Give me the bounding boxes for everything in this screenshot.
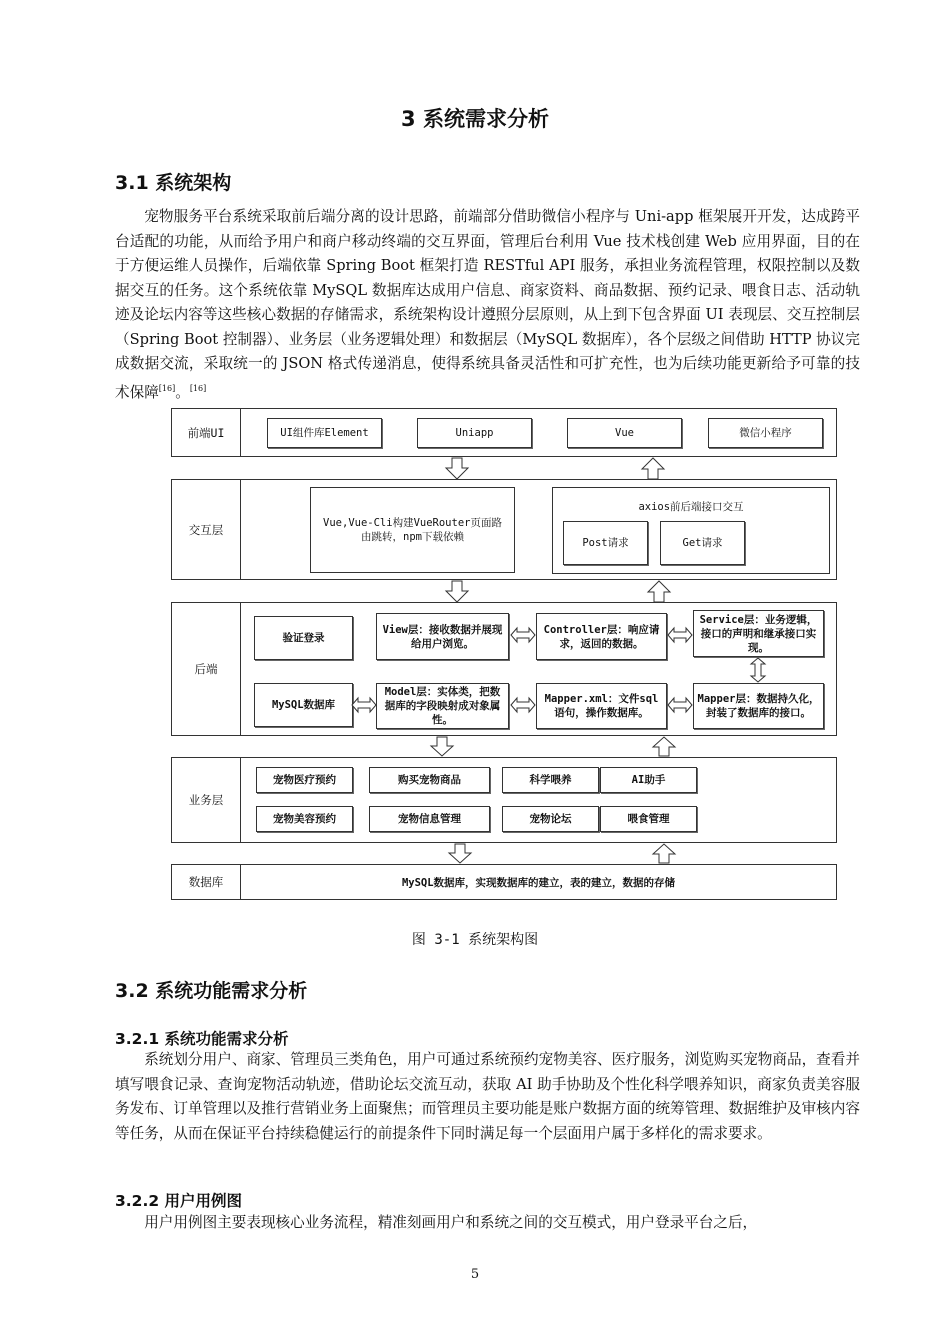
section-heading-3-1: 3.1 系统架构 (115, 172, 232, 194)
down-arrow-icon (446, 458, 468, 480)
service-layer-box: Service层：业务逻辑，接口的声明和继承接口实现。 (693, 610, 824, 657)
double-arrow-icon (668, 628, 692, 642)
controller-layer-box: Controller层：响应请求，返回的数据。 (536, 613, 667, 660)
up-arrow-icon (642, 458, 664, 480)
up-arrow-icon (648, 581, 670, 603)
paragraph-text: 宠物服务平台系统采取前后端分离的设计思路，前端部分借助微信小程序与 Uni-app 框架展开开发，达成跨平台适配的功能，从而给予用户和商户移动终端的交互界面，管理后台利用 Vue 技术栈创建 Web 应用界面，目的在于方便运维人员操作，后端依靠 Spring Boot 框架打造 RESTful API 服务，承担业务流程管理，权限控制以及数据交互的任务。这个系统依靠 MySQL 数据库达成用户信息、商家资料、商品数据、预约记录、喂食日志、活动轨迹及论坛内容等这些核心数据的存储需求，系统架构设计遵照分层原则，从上到下包含界面 UI 表现层、交互控制层（Spring Boot 控制器）、业务层（业务逻辑处理）和数据层（MySQL 数据库），各个层级之间借助 HTTP 协议完成数据交流，采取统一的 JSON 格式传递消息，使得系统具备灵活性和可扩充性，也为后续功能更新给予可靠的技术保障 (115, 208, 860, 401)
frontend-label: 前端UI (172, 409, 241, 456)
business-row (171, 757, 837, 843)
business-group (241, 758, 836, 842)
up-arrow-icon (653, 844, 675, 864)
business-label: 业务层 (172, 758, 241, 842)
backend-label: 后端 (172, 603, 241, 735)
pet-info-management-box: 宠物信息管理 (369, 806, 490, 832)
view-layer-box: View层：接收数据并展现给用户浏览。 (376, 613, 509, 660)
axios-group (552, 487, 830, 574)
axios-title: axios前后端接口交互 (638, 501, 744, 513)
paragraph-end: 。 (175, 383, 190, 401)
section-heading-3-2: 3.2 系统功能需求分析 (115, 980, 308, 1002)
mapper-xml-box: Mapper.xml：文件sql语句，操作数据库。 (536, 683, 667, 729)
subsection-3-2-1-paragraph: 系统划分用户、商家、管理员三类角色，用户可通过系统预约宠物美容、医疗服务，浏览购买宠物商品，查看并填写喂食记录、查询宠物活动轨迹，借助论坛交流互动，获取 AI 助手协助及个性化科学喂养知识，商家负责美容服务发布、订单管理以及推行营销业务上面聚焦；而管理员主要功能是账户数据方面的统筹管理、数据维护及审核内容等任务，从而在保证平台持续稳健运行的前提条件下同时满足每一个层面用户属于多样化的需求要求。 (115, 1051, 860, 1142)
double-arrow-icon (511, 698, 535, 712)
section-3-1-paragraph (115, 205, 860, 405)
database-label: 数据库 (172, 865, 241, 899)
pet-forum-box: 宠物论坛 (502, 806, 599, 832)
double-arrow-icon (352, 698, 376, 712)
mysql-box: MySQL数据库 (254, 683, 353, 727)
database-text: MySQL数据库，实现数据库的建立，表的建立，数据的存储 (401, 876, 676, 889)
model-layer-box: Model层：实体类，把数据库的字段映射成对象属性。 (376, 683, 509, 729)
wechat-miniprogram-box: 微信小程序 (708, 418, 823, 448)
vertical-double-arrow-icon (751, 658, 765, 682)
down-arrow-icon (449, 844, 471, 864)
scientific-feeding-box: 科学喂养 (502, 767, 599, 793)
chapter-title: 3 系统需求分析 (401, 107, 549, 131)
uniapp-box: Uniapp (417, 418, 532, 448)
subsection-heading-3-2-2: 3.2.2 用户用例图 (115, 1192, 243, 1210)
database-row (171, 864, 837, 900)
double-arrow-icon (668, 698, 692, 712)
architecture-diagram (171, 408, 837, 900)
citation-2: [16] (189, 383, 207, 393)
medical-booking-box: 宠物医疗预约 (256, 767, 353, 793)
vue-router-box: Vue,Vue-Cli构建VueRouter页面路由跳转，npm下载依赖 (310, 487, 515, 573)
interaction-label: 交互层 (172, 480, 241, 579)
mapper-layer-box: Mapper层：数据持久化，封装了数据库的接口。 (693, 683, 824, 729)
frontend-row (171, 408, 837, 457)
ai-assistant-box: AI助手 (600, 767, 697, 793)
element-ui-box: UI组件库Element (267, 418, 382, 448)
figure-caption: 图 3-1 系统架构图 (411, 932, 539, 948)
get-request-box: Get请求 (660, 521, 745, 565)
citation: [16] (158, 383, 176, 393)
vue-box: Vue (567, 418, 682, 448)
down-arrow-icon (446, 581, 468, 603)
up-arrow-icon (653, 737, 675, 757)
interaction-row (171, 479, 837, 580)
double-arrow-icon (511, 628, 535, 642)
grooming-booking-box: 宠物美容预约 (256, 806, 353, 832)
down-arrow-icon (431, 737, 453, 757)
feeding-management-box: 喂食管理 (600, 806, 697, 832)
page-number: 5 (470, 1267, 480, 1282)
backend-row (171, 602, 837, 736)
subsection-3-2-2-paragraph: 用户用例图主要表现核心业务流程，精准刻画用户和系统之间的交互模式，用户登录平台之后， (144, 1214, 758, 1231)
post-request-box: Post请求 (563, 521, 648, 565)
buy-pet-goods-box: 购买宠物商品 (369, 767, 490, 793)
subsection-heading-3-2-1: 3.2.1 系统功能需求分析 (115, 1030, 289, 1048)
login-box: 验证登录 (254, 616, 353, 660)
